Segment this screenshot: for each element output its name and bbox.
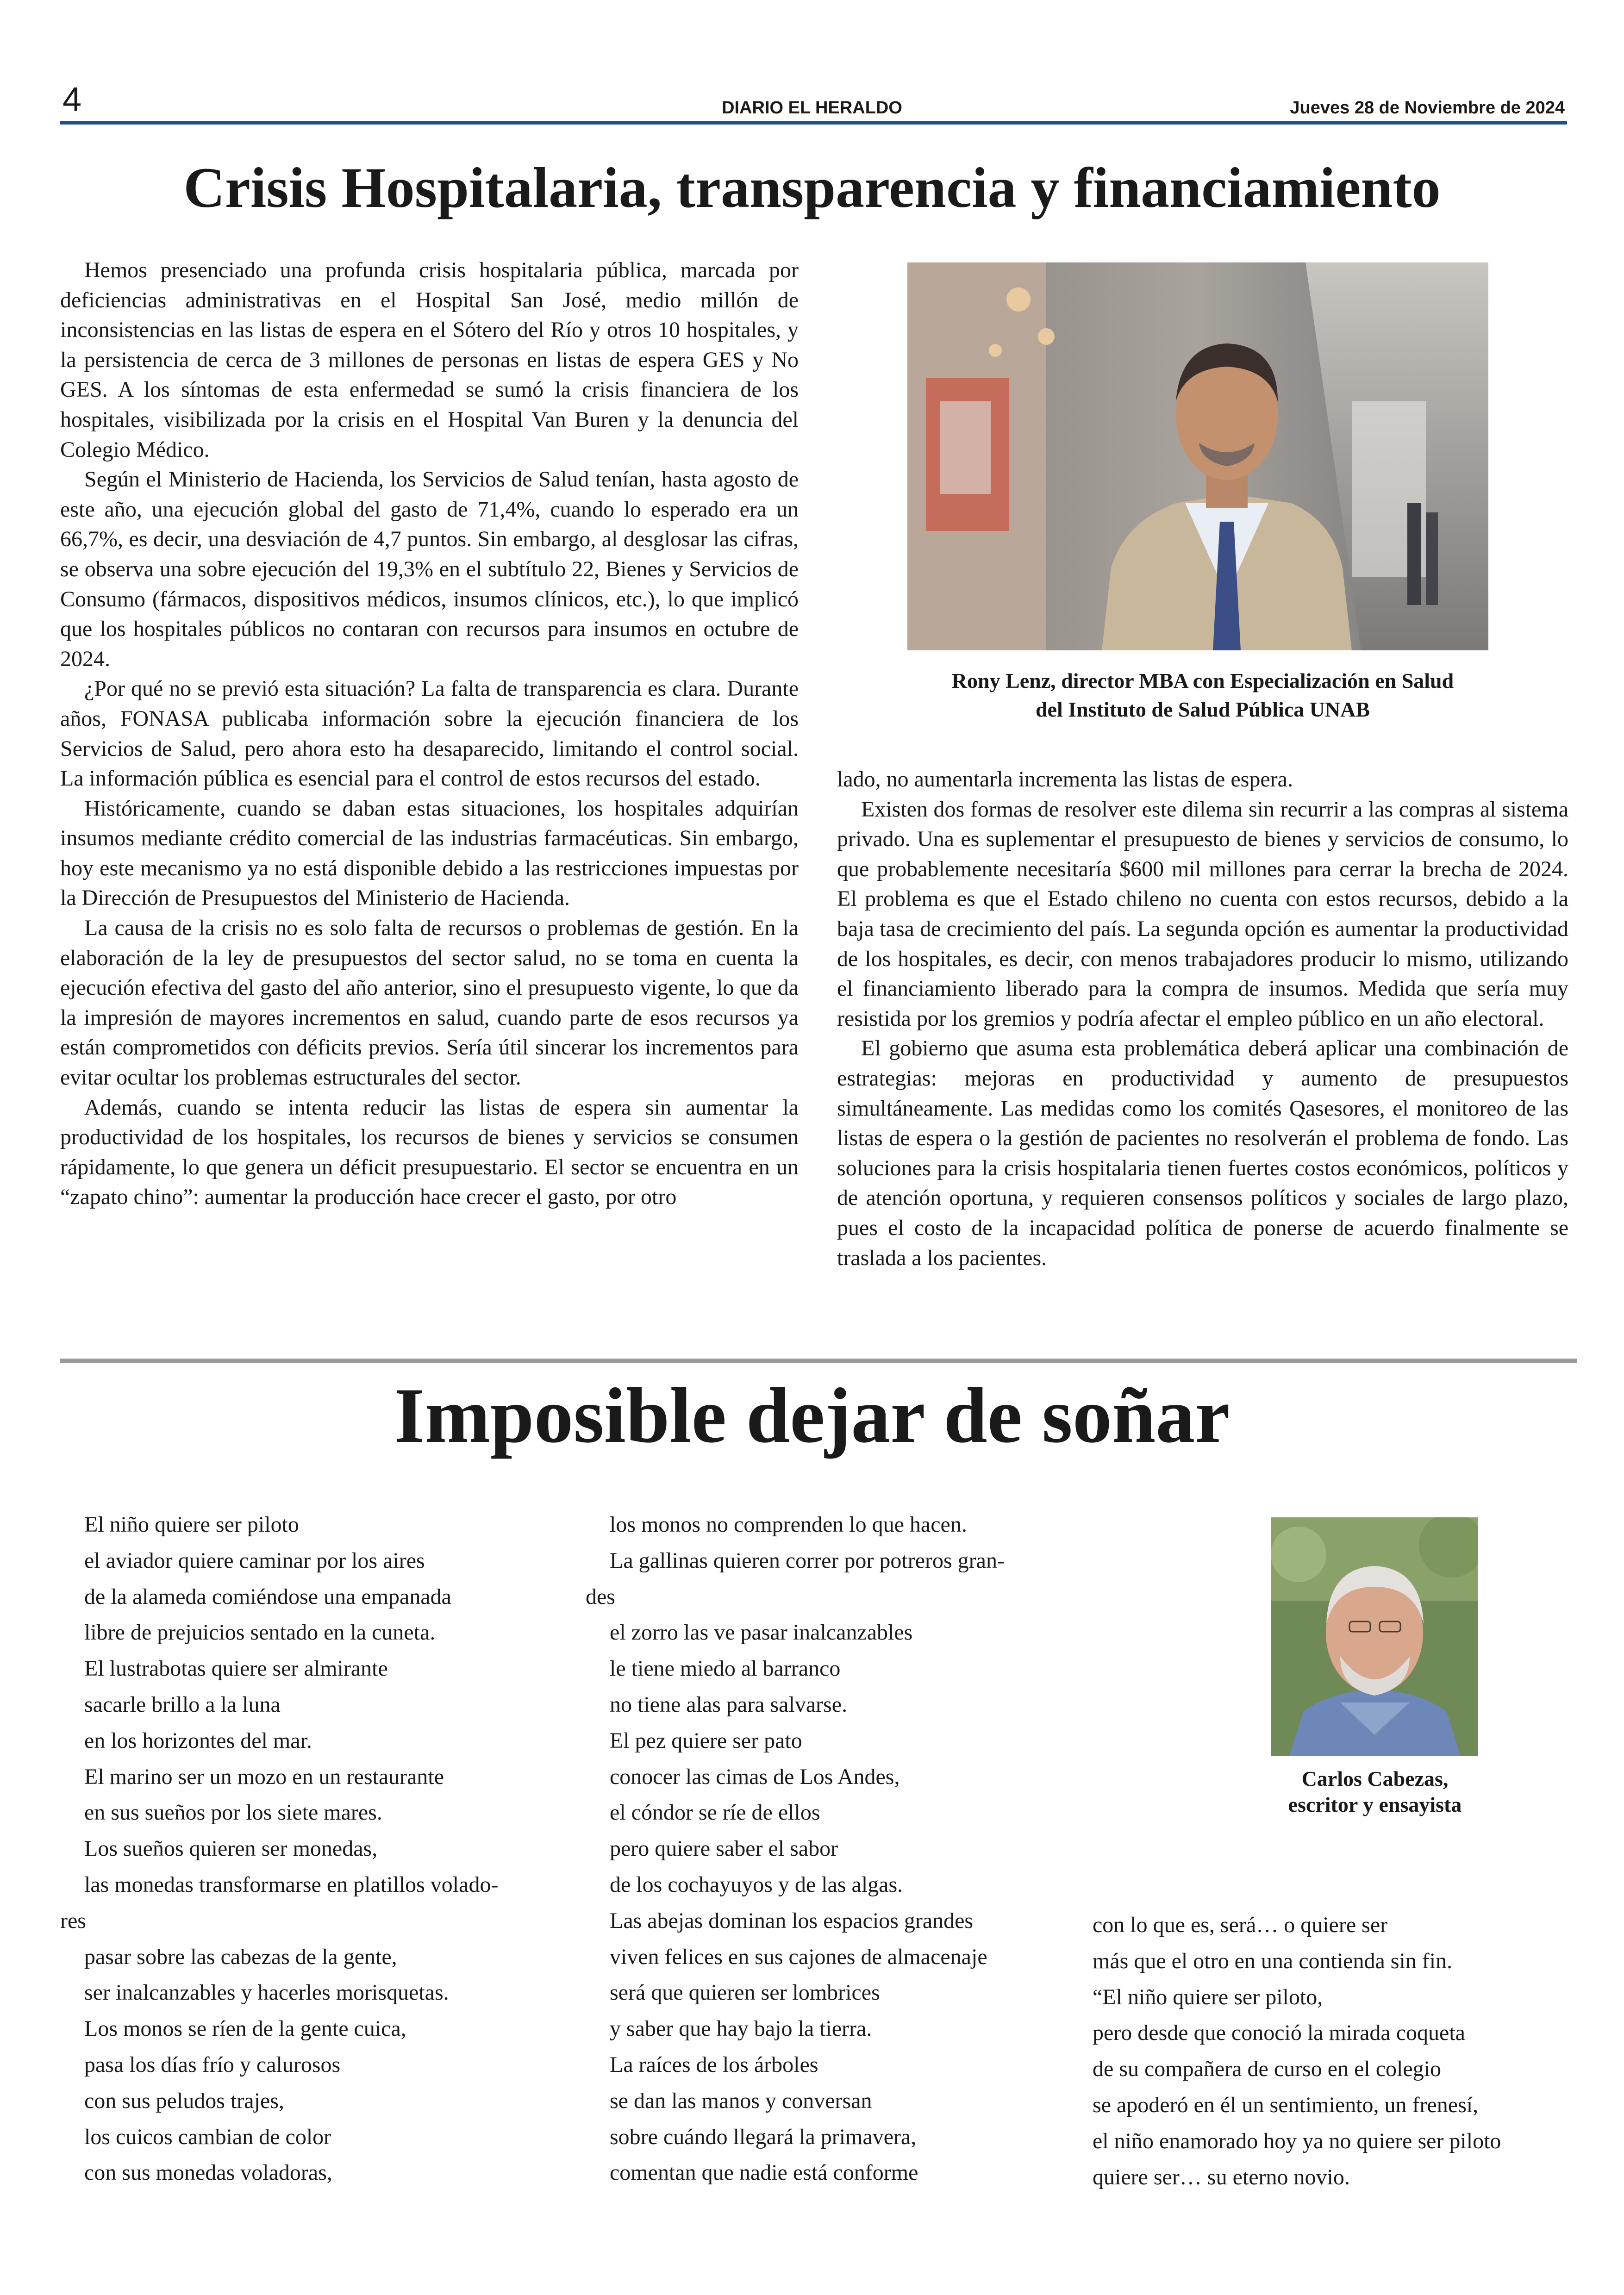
poem-line: viven felices en sus cajones de almacenaje [610,1944,987,1969]
paragraph: Además, cuando se intenta reducir las listas de espera sin aumentar la productividad de los hospitales, los recursos de bienes y servicios se consumen rápidamente, lo que genera un déficit presupuestario. El sector se encuentra en un “zapato chino”: aumentar la producción hace crecer el gasto, por otro [60,1095,799,1210]
paragraph: Hemos presenciado una profunda crisis hospitalaria pública, marcada por deficiencias administrativas en el Hospital San José, medio millón de inconsistencias en las listas de espera en el Sótero del Río y otros 10 hospitales, y la persistencia de cerca de 3 millones de personas en listas de espera GES y No GES. A los síntomas de esta enfermedad se sumó la crisis financiera de los hospitales, visibilizada por la crisis en el Hospital Van Buren y la denuncia del Colegio Médico. [60,258,799,462]
poem-line: Los sueños quieren ser monedas, [84,1836,378,1861]
paragraph: Según el Ministerio de Hacienda, los Servicios de Salud tenían, hasta agosto de este año, una ejecución global del gasto de 71,4%, cuando lo esperado era un 66,7%, es decir, una desviación de 4,7 puntos. Sin embargo, al desglosar las cifras, se observa una sobre ejecución del 19,3% en el subtítulo 22, Bienes y Servicios de Consumo (fármacos, dispositivos médicos, insumos clínicos, etc.), lo que implicó que los hospitales públicos no contaran con recursos para insumos en octubre de 2024. [60,467,799,671]
poem-line: pasa los días frío y calurosos [84,2052,341,2077]
paragraph: El gobierno que asuma esta problemática deberá aplicar una combinación de estrategias: mejoras en productividad y aumento de presupuestos simultáneamente. Las medidas como los comités Qasesores, el monitoreo de las listas de espera o la gestión de pacientes no resolverán el problema de fondo. Las soluciones para la crisis hospitalaria tienen fuertes costos económicos, políticos y de atención oportuna, y requieren consensos políticos y sociales de largo plazo, pues el costo de la incapacidad política de ponerse de acuerdo finalmente se traslada a los pacientes. [837,1036,1568,1270]
poem-line: pero quiere saber el sabor [610,1836,838,1861]
poem-line: se dan las manos y conversan [610,2088,872,2113]
poem-line: sacarle brillo a la luna [84,1692,281,1717]
poem-line: Los monos se ríen de la gente cuica, [84,2016,406,2041]
photo-caption [837,667,1568,724]
poem-line: el niño enamorado hoy ya no quiere ser piloto [1093,2128,1501,2153]
poem-line: con lo que es, será… o quiere ser [1093,1913,1388,1937]
poem-line: pero desde que conoció la mirada coqueta [1093,2021,1465,2046]
poem-line: conocer las cimas de Los Andes, [610,1764,900,1789]
caption-line: Rony Lenz, director MBA con Especialización en Salud [951,669,1454,692]
paragraph: ¿Por qué no se previó esta situación? La falta de transparencia es clara. Durante años, FONASA publicaba información sobre la ejecución financiera de los Servicios de Salud, pero ahora esto ha desaparecido, limitando el control social. La información pública es esencial para el control de estos recursos del estado. [60,676,799,791]
article-column-right [837,765,1568,1273]
poem-line: El pez quiere ser pato [610,1728,802,1753]
poem-line: los monos no comprenden lo que hacen. [610,1512,967,1537]
header-rule [60,121,1567,125]
poem-column-2 [586,1507,1086,2191]
poem-line: La gallinas quieren correr por potreros gran- [610,1548,1005,1573]
poem-line: de su compañera de curso en el colegio [1093,2057,1442,2082]
photo-caption [1204,1766,1546,1818]
article-title: Crisis Hospitalaria, transparencia y financiamiento [183,156,1441,219]
poem-line: “El niño quiere ser piloto, [1093,1984,1323,2009]
poem-line: Las abejas dominan los espacios grandes [610,1908,974,1933]
poem-line: le tiene miedo al barranco [610,1656,841,1681]
author-photo [1271,1517,1478,1756]
poem-line: ser inalcanzables y hacerles morisquetas. [84,1980,449,2005]
poem-line: con sus peludos trajes, [84,2088,284,2113]
poem-line: más que el otro en una contienda sin fin. [1093,1948,1453,1973]
paragraph: lado, no aumentarla incrementa las listas de espera. [837,767,1293,792]
paragraph: Históricamente, cuando se daban estas situaciones, los hospitales adquirían insumos mediante crédito comercial de las industrias farmacéuticas. Sin embargo, hoy este mecanismo ya no está disponible debido a las restricciones impuestas por la Dirección de Presupuestos del Ministerio de Hacienda. [60,796,799,911]
poem-line: libre de prejuicios sentado en la cuneta. [84,1620,436,1645]
poem-line: des [586,1584,615,1609]
poem-line: el aviador quiere caminar por los aires [84,1548,425,1573]
article-column-left [60,256,799,1212]
poem-column-3 [1068,1907,1578,2195]
poem-line: en sus sueños por los siete mares. [84,1800,382,1825]
caption-line: del Instituto de Salud Pública UNAB [1035,698,1370,721]
poem-line: se apoderó en él un sentimiento, un frenesí, [1093,2092,1479,2117]
poem-title: Imposible dejar de soñar [394,1372,1230,1459]
poem-line: las monedas transformarse en platillos volado- [84,1872,499,1897]
paragraph: La causa de la crisis no es solo falta de recursos o problemas de gestión. En la elaboración de la ley de presupuestos del sector salud, no se toma en cuenta la ejecución efectiva del gasto del año anterior, sino el presupuesto vigente, lo que da la impresión de mayores incrementos en salud, cuando parte de esos recursos ya están comprometidos con déficits previos. Sería útil sincerar los incrementos para evitar ocultar los problemas estructurales del sector. [60,916,799,1090]
newspaper-name: DIARIO EL HERALDO [722,98,902,118]
page-number: 4 [62,80,82,118]
caption-line: Carlos Cabezas, [1301,1767,1449,1790]
poem-line: comentan que nadie está conforme [610,2160,918,2185]
paragraph: Existen dos formas de resolver este dilema sin recurrir a las compras al sistema privado. Una es suplementar el presupuesto de bienes y servicios de consumo, lo que probablemente necesitaría $600 mil millones para cerrar la brecha de 2024. El problema es que el Estado chileno no cuenta con estos recursos, debido a la baja tasa de crecimiento del país. La segunda opción es aumentar la productividad de los hospitales, es decir, con menos trabajadores producir lo mismo, utilizando el financiamiento liberado para la compra de insumos. Medida que sería muy resistida por los gremios y podría afectar el empleo público en un año electoral. [837,797,1568,1031]
poem-line: de la alameda comiéndose una empanada [84,1584,451,1609]
caption-line: escritor y ensayista [1288,1793,1462,1816]
issue-date: Jueves 28 de Noviembre de 2024 [1290,98,1565,118]
poem-line: el zorro las ve pasar inalcanzables [610,1620,913,1645]
poem-line: con sus monedas voladoras, [84,2160,332,2185]
poem-column-1 [60,1507,560,2191]
author-photo [907,262,1488,650]
poem-line: sobre cuándo llegará la primavera, [610,2124,917,2149]
poem-line: res [60,1908,86,1933]
poem-line: El marino ser un mozo en un restaurante [84,1764,444,1789]
poem-line: El lustrabotas quiere ser almirante [84,1656,388,1681]
poem-line: no tiene alas para salvarse. [610,1692,848,1717]
section-divider [60,1359,1577,1363]
poem-line: de los cochayuyos y de las algas. [610,1872,903,1897]
poem-line: en los horizontes del mar. [84,1728,312,1753]
poem-line: quiere ser… su eterno novio. [1093,2164,1350,2189]
poem-line: y saber que hay bajo la tierra. [610,2016,872,2041]
poem-line: El niño quiere ser piloto [84,1512,299,1537]
poem-line: será que quieren ser lombrices [610,1980,880,2005]
poem-line: el cóndor se ríe de ellos [610,1800,820,1825]
poem-line: La raíces de los árboles [610,2052,818,2077]
poem-line: pasar sobre las cabezas de la gente, [84,1944,397,1969]
poem-line: los cuicos cambian de color [84,2124,331,2149]
